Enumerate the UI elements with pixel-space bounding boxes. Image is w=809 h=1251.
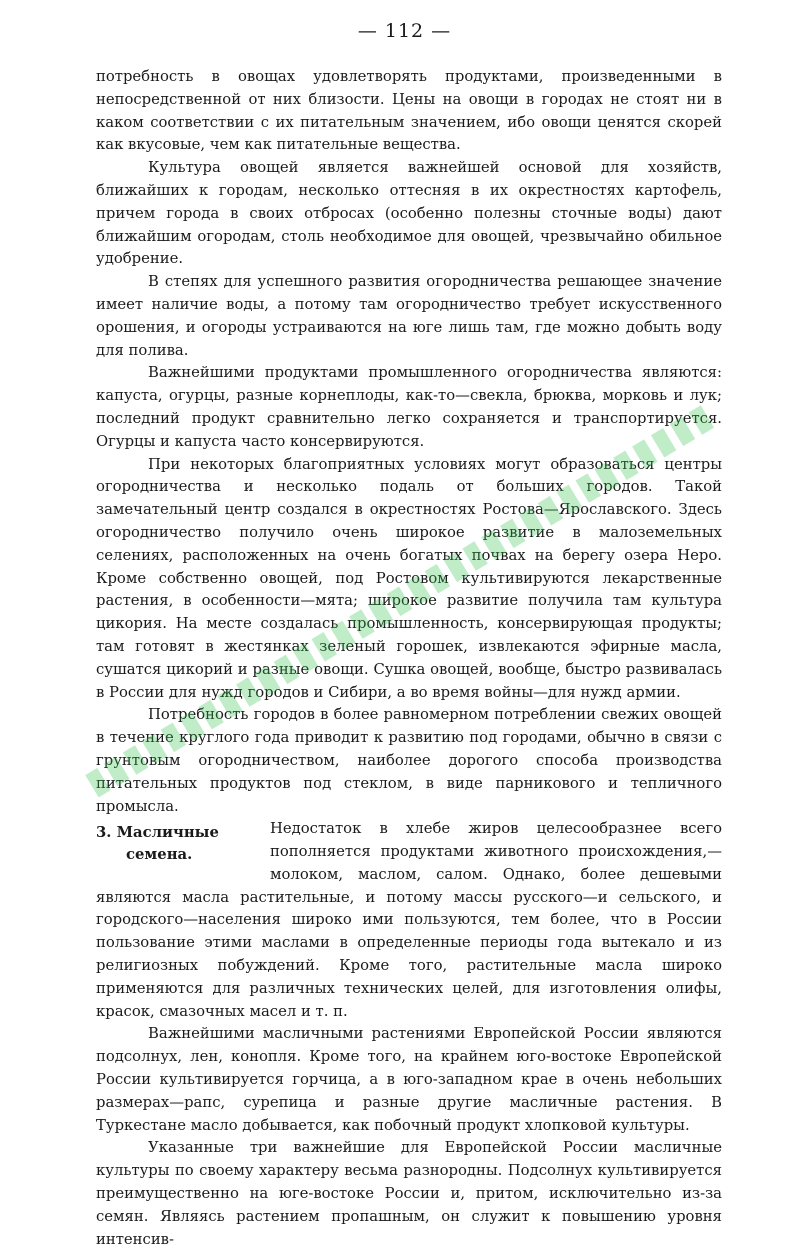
paragraph: Потребность городов в более равномерном потреблении свежих овощей в течение круглого года приводит к развитию под городами, обычно в связи с грунтовым огородничеством, наиболее дорогого способа производства питательных продуктов под стеклом, в виде парникового и тепличного промысла. <box>96 706 722 815</box>
section-paragraph: Недостаток в хлебе жиров целесообразнее всего пополняется продуктами животного происхождения,—молоком, маслом, салом. Однако, более дешевыми являются масла растительные, и потому массы русского—и сельского, и городского—населения широко ими пользуются, тем более, что в России пользование этими маслами в определенные периоды года вытекало и из религиозных побуждений. Кроме того, растительные масла широко применяются для различных технических целей, для изготовления олифы, красок, смазочных масел и т. п. <box>96 820 722 1020</box>
section-heading <box>96 818 256 866</box>
paragraph: При некоторых благоприятных условиях могут образоваться центры огородничества и несколько подаль от больших городов. Такой замечательный центр создался в окрестностях Ростова—Ярославского. Здесь огородничество получило очень широкое развитие в малоземельных селениях, расположенных на очень богатых почвах на берегу озера Неро. Кроме собственно овощей, под Ростовом культивируются лекарственные растения, в особенности—мята; широкое развитие получила там культура цикория. На месте создалась промышленность, консервирующая продукты; там готовят в жестянках зеленый горошек, извлекаются эфирные масла, сушатся цикорий и разные овощи. Сушка овощей, вообще, быстро развивалась в России для нужд городов и Сибири, а во время войны—для нужд армии. <box>96 455 722 701</box>
paragraph: Важнейшими масличными растениями Европейской России являются подсолнух, лен, конопля. Кроме того, на крайнем юго-востоке Европейской России культивируется горчица, а в юго-западном крае в очень небольших размерах—рапс, сурепица и разные другие масличные растения. В Туркестане масло добывается, как побочный продукт хлопковой культуры. <box>96 1025 722 1134</box>
paragraph: Важнейшими продуктами промышленного огородничества являются: капуста, огурцы, разные корнеплоды, как-то—свекла, брюква, морковь и лук; последний продукт сравнительно легко сохраняется и транспортируется. Огурцы и капуста часто консервируются. <box>96 364 722 450</box>
paragraph: потребность в овощах удовлетворять продуктами, произведенными в непосредственной от них близости. Цены на овощи в городах не стоят ни в каком соответствии с их питательным значением, ибо овощи ценятся скорей как вкусовые, чем как питательные вещества. <box>96 68 722 154</box>
page-number: — 112 — <box>357 20 452 42</box>
section-heading-title: 3. Масличные <box>96 824 219 842</box>
paragraph: Культура овощей является важнейшей основой для хозяйств, ближайших к городам, несколько оттесняя в их окрестностях картофель, причем города в своих отбросах (особенно полезны сточные воды) дают ближайшим огородам, столь необходимое для овощей, чрезвычайно обильное удобрение. <box>96 159 722 268</box>
body-text <box>96 66 722 1251</box>
paragraph: Указанные три важнейшие для Европейской России масличные культуры по своему характеру весьма разнородны. Подсолнух культивируется преимущественно на юге-востоке России и, притом, исключительно из-за семян. Являясь растением пропашным, он служит к повышению уровня интенсив- <box>96 1139 722 1248</box>
paragraph: В степях для успешного развития огородничества решающее значение имеет наличие воды, а потому там огородничество требует искусственного орошения, и огороды устраиваются на юге лишь там, где можно добыть воду для полива. <box>96 273 722 359</box>
section-heading-subtitle: семена. <box>126 846 193 864</box>
